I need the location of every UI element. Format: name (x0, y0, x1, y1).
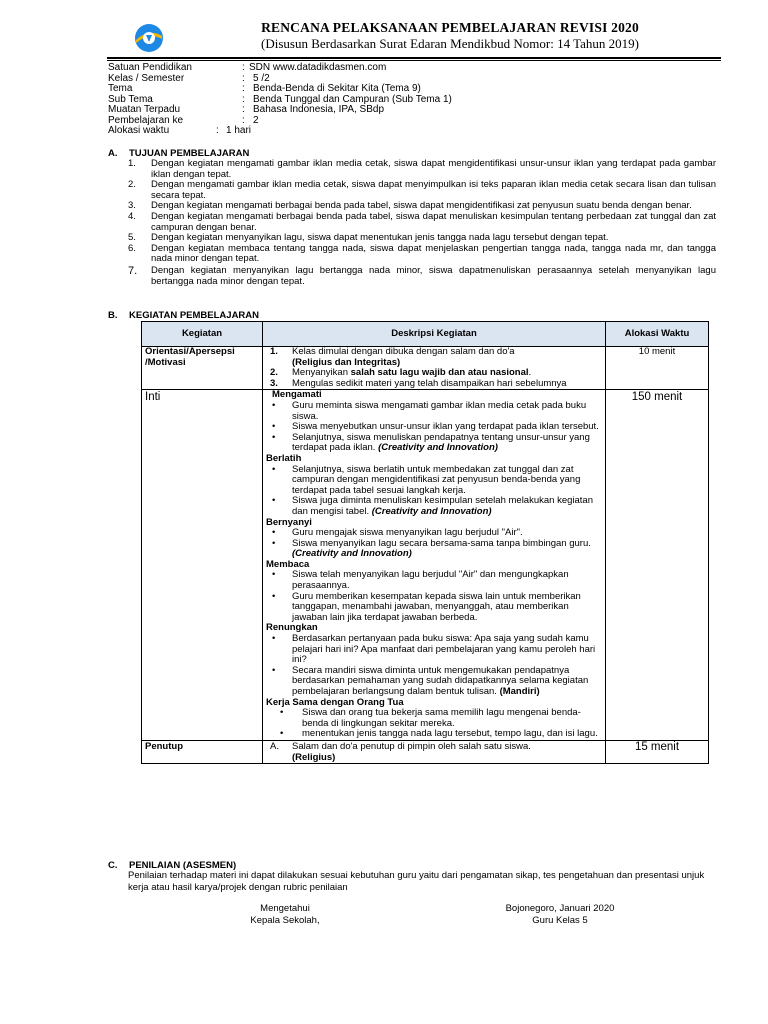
table-row (142, 740, 709, 763)
phase-inti: Inti (142, 390, 263, 741)
list-item: • Selanjutnya, siswa menuliskan pendapatnya tentang unsur-unsur yang terdapat pada iklan. (Creativity and Innovation) (272, 431, 590, 454)
inti-time: 150 menit (606, 390, 709, 741)
list-item: 3. Mengulas sedikit materi yang telah disampaikan hari sebelumnya (270, 377, 567, 389)
list-item: • menentukan jenis tangga nada lagu tersebut, tempo lagu, dan isi lagu. (280, 728, 598, 740)
list-item: 3. Dengan kegiatan mengamati berbagai benda pada tabel, siswa dapat mengidentifikasi zat penyusun suatu benda dengan benar. (128, 200, 692, 212)
subheading-renungkan: Renungkan (266, 622, 318, 634)
subheading-membaca: Membaca (266, 558, 310, 570)
identity-label: Pembelajaran ke (108, 114, 184, 126)
identity-label: Satuan Pendidikan (108, 62, 192, 73)
list-item: • Siswa juga diminta menuliskan kesimpulan setelah melakukan kegiatan dan mengisi tabel. (Creativity and Innovation) (272, 495, 593, 517)
list-item: • Siswa menyanyikan lagu secara bersama-sama tanpa bimbingan guru. (Creativity and Innovation) (272, 537, 591, 560)
section-c-title: PENILAIAN (ASESMEN) (129, 860, 237, 871)
goals-list (128, 159, 716, 287)
document-title-block (190, 20, 710, 51)
list-item: • Siswa telah menyanyikan lagu berjudul "Air" dan mengungkapkan perasaannya. (272, 569, 569, 592)
orientasi-description (263, 347, 606, 390)
subheading-berlatih: Berlatih (266, 452, 302, 464)
list-item: 5. Dengan kegiatan menyanyikan lagu, siswa dapat menentukan jenis tangga nada lagu tersebut dengan tepat. (128, 232, 609, 244)
identity-label: Alokasi waktu (108, 125, 170, 136)
inti-description (263, 390, 606, 741)
signature-left: Mengetahui Kepala Sekolah, (250, 903, 320, 926)
phase-penutup: Penutup (142, 740, 263, 763)
signature-right: Bojonegoro, Januari 2020 Guru Kelas 5 (505, 903, 615, 926)
identity-value: 2 (253, 114, 259, 126)
list-item: • Berdasarkan pertanyaan pada buku siswa: Apa saja yang sudah kamu pelajari hari ini? Apa manfaat dari pembelajaran yang kamu peroleh hari ini? (272, 633, 596, 666)
table-row (142, 347, 709, 390)
list-item: 7. Dengan kegiatan menyanyikan lagu bertangga nada minor, siswa dapatmenuliskan perasaannya setelah menyanyikan lagu bertangga nada minor dengan tepat. (128, 264, 716, 287)
identity-label: Muatan Terpadu (108, 104, 181, 115)
penutup-time: 15 menit (606, 740, 709, 763)
list-item: • Siswa dan orang tua bekerja sama memilih lagu mengenai benda-benda di lingkungan sekitar mereka. (280, 707, 581, 729)
orientasi-time: 10 menit (606, 347, 709, 390)
table-header-row (142, 322, 709, 347)
header-alokasi: Alokasi Waktu (606, 322, 709, 347)
tut-wuri-logo-icon (131, 22, 167, 54)
list-item: 4. Dengan kegiatan mengamati berbagai benda pada tabel, siswa dapat menuliskan kesimpulan tentang perbedaan zat tunggal dan zat campuran dengan benar. (128, 210, 716, 233)
header-divider-thin (107, 60, 721, 61)
list-item: A. Salam dan do'a penutup di pimpin oleh salah satu siswa. (Religius) (270, 740, 531, 763)
list-item: 2. Menyanyikan salah satu lagu wajib dan atau nasional. (270, 367, 532, 379)
subheading-kerjasama: Kerja Sama dengan Orang Tua (266, 696, 404, 708)
list-item: 1. Kelas dimulai dengan dibuka dengan salam dan do'a (Religius dan Integritas) (270, 346, 515, 368)
list-item: • Siswa menyebutkan unsur-unsur iklan yang terdapat pada iklan tersebut. (272, 421, 599, 433)
list-item: • Secara mandiri siswa diminta untuk mengemukakan pendapatnya berdasarkan pemahaman yang sudah didapatkannya selama kegiatan pembelajaran berlangsung dalam bentuk tulisan. (Mandiri) (272, 664, 589, 697)
header-kegiatan: Kegiatan (142, 322, 263, 347)
phase-orientasi: Orientasi/Apersepsi /Motivasi (142, 347, 263, 390)
identity-value: SDN www.datadikdasmen.com (249, 62, 387, 73)
list-item: • Guru memberikan kesempatan kepada siswa lain untuk memberikan tanggapan, menambahi jawaban, menyanggah, atau memberikan jawaban lain jika terdapat jawaban berbeda. (272, 590, 581, 623)
identity-label: Sub Tema (108, 93, 153, 105)
section-b-title: KEGIATAN PEMBELAJARAN (129, 310, 260, 321)
table-row (142, 390, 709, 741)
document-title: RENCANA PELAKSANAAN PEMBELAJARAN REVISI 2020 (261, 20, 639, 35)
list-item: 2. Dengan mengamati gambar iklan media cetak, siswa dapat menyimpulkan isi teks paparan iklan media cetak secara lisan dan tulisan secara tepat. (128, 179, 716, 201)
document-subtitle: (Disusun Berdasarkan Surat Edaran Mendikbud Nomor: 14 Tahun 2019) (261, 36, 639, 51)
penutup-description (263, 740, 606, 763)
identity-label: Tema (108, 83, 133, 94)
header-deskripsi: Deskripsi Kegiatan (263, 322, 606, 347)
list-item: • Guru mengajak siswa menyanyikan lagu berjudul "Air". (272, 527, 523, 539)
identity-value: Bahasa Indonesia, IPA, SBdp (253, 104, 385, 115)
assessment-paragraph: Penilaian terhadap materi ini dapat dilakukan sesuai kebutuhan guru yaitu dari pengamatan sikap, tes pengetahuan dan presentasi unjuk kerja atau hasil karya/projek dengan rubric penilaian (128, 870, 705, 893)
subheading-mengamati: Mengamati (272, 389, 322, 401)
activity-table (141, 321, 709, 764)
subheading-bernyanyi: Bernyanyi (266, 516, 312, 528)
list-item: • Guru meminta siswa mengamati gambar iklan media cetak pada buku siswa. (272, 399, 587, 422)
identity-label: Kelas / Semester (108, 72, 185, 84)
list-item: 6. Dengan kegiatan membaca tentang tangga nada, siswa dapat menjelaskan pengertian tangga nada, tangga nada mr, dan tangga nada minor dengan tepat. (128, 242, 716, 265)
identity-value: 1 hari (226, 125, 252, 136)
list-item: • Selanjutnya, siswa berlatih untuk membedakan zat tunggal dan zat campuran dengan mengidentifikasi zat penyusun benda-benda yang terdapat pada tabel sesuai langkah kerja. (272, 463, 581, 496)
list-item: 1. Dengan kegiatan mengamati gambar iklan media cetak, siswa dapat mengidentifikasi unsur-unsur iklan yang terdapat pada gambar iklan dengan tepat. (128, 158, 716, 180)
identity-value: 5 /2 (253, 72, 270, 84)
section-a-title: TUJUAN PEMBELAJARAN (129, 148, 250, 159)
identity-value: Benda Tunggal dan Campuran (Sub Tema 1) (253, 93, 452, 105)
identity-value: Benda-Benda di Sekitar Kita (Tema 9) (253, 83, 421, 94)
header-divider (107, 57, 721, 59)
